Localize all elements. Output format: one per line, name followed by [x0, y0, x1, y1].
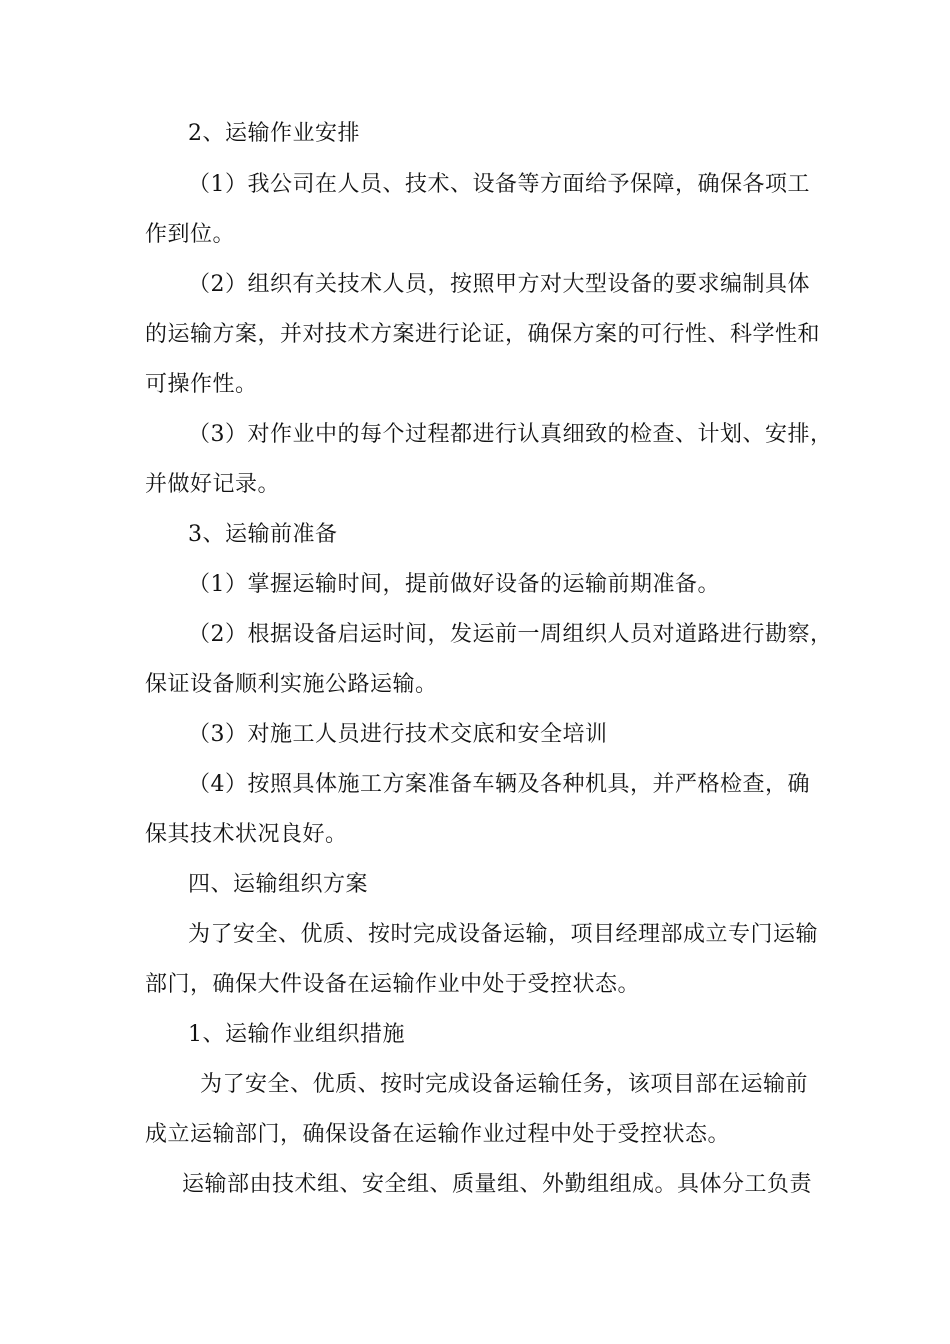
paragraph-line: （3）对作业中的每个过程都进行认真细致的检查、计划、安排，	[188, 422, 833, 447]
paragraph-line: 部门，确保大件设备在运输作业中处于受控状态。	[145, 972, 641, 997]
paragraph-line: 为了安全、优质、按时完成设备运输，项目经理部成立专门运输	[188, 922, 819, 947]
paragraph-line: （2）组织有关技术人员，按照甲方对大型设备的要求编制具体	[188, 272, 810, 297]
paragraph-line: 可操作性。	[145, 372, 258, 397]
paragraph-line: 运输部由技术组、安全组、质量组、外勤组组成。具体分工负责	[182, 1172, 813, 1197]
paragraph-line: （4）按照具体施工方案准备车辆及各种机具，并严格检查，确	[188, 772, 810, 797]
paragraph-line: 并做好记录。	[145, 472, 281, 497]
paragraph-line: 保其技术状况良好。	[145, 822, 348, 847]
heading-pre-transport-preparation: 3、运输前准备	[188, 522, 338, 547]
paragraph-line: （1）掌握运输时间，提前做好设备的运输前期准备。	[188, 572, 720, 597]
paragraph-line: （1）我公司在人员、技术、设备等方面给予保障，确保各项工	[188, 172, 810, 197]
heading-transport-organization-measures: 1、运输作业组织措施	[188, 1022, 405, 1047]
heading-transport-organization-plan: 四、运输组织方案	[188, 872, 369, 897]
heading-transport-arrangement: 2、运输作业安排	[188, 121, 360, 146]
paragraph-line: （3）对施工人员进行技术交底和安全培训	[188, 722, 608, 747]
paragraph-line: 为了安全、优质、按时完成设备运输任务，该项目部在运输前	[200, 1072, 808, 1097]
paragraph-line: 的运输方案，并对技术方案进行论证，确保方案的可行性、科学性和	[145, 322, 821, 347]
paragraph-line: （2）根据设备启运时间，发运前一周组织人员对道路进行勘察，	[188, 622, 833, 647]
paragraph-line: 成立运输部门，确保设备在运输作业过程中处于受控状态。	[145, 1122, 731, 1147]
paragraph-line: 作到位。	[145, 222, 236, 247]
paragraph-line: 保证设备顺利实施公路运输。	[145, 672, 438, 697]
